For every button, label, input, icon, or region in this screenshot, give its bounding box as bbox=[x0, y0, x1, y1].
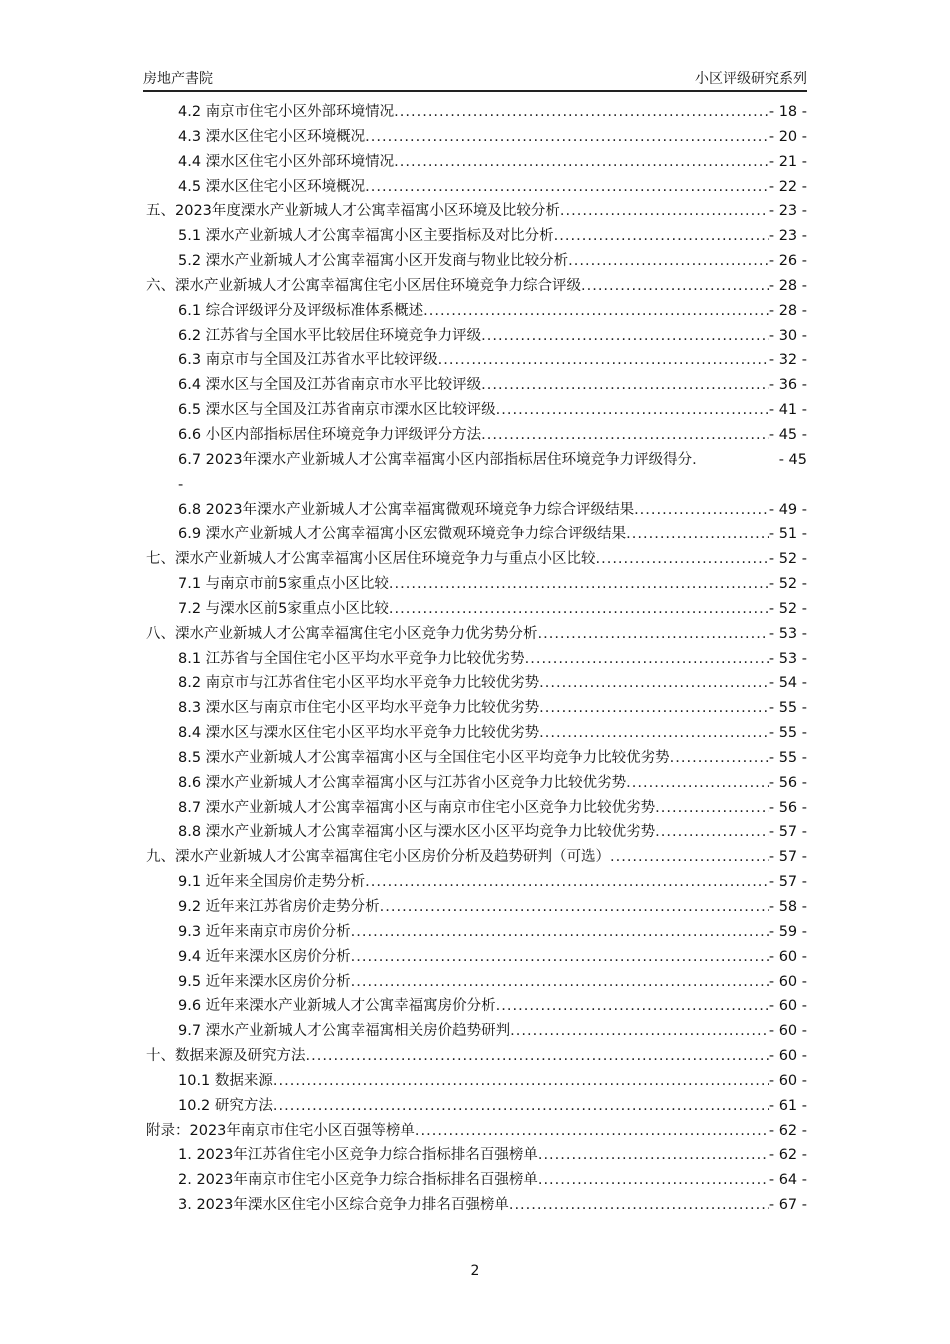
toc-entry-title: 6.2 江苏省与全国水平比较居住环境竞争力评级 bbox=[178, 327, 482, 344]
toc-entry-page: - 18 - bbox=[768, 104, 807, 120]
toc-entry[interactable] bbox=[146, 373, 807, 398]
toc-entry-page: - 58 - bbox=[768, 899, 807, 915]
toc-entry-title: 6.4 溧水区与全国及江苏省南京市水平比较评级 bbox=[178, 377, 482, 394]
toc-entry-title: 九、溧水产业新城人才公寓幸福寓住宅小区房价分析及趋势研判（可选） bbox=[146, 849, 610, 866]
toc-dot-leader bbox=[351, 970, 769, 995]
toc-entry[interactable] bbox=[146, 249, 807, 274]
toc-dot-leader bbox=[670, 746, 769, 771]
toc-entry-title: 4.4 溧水区住宅小区外部环境情况 bbox=[178, 153, 395, 170]
toc-entry-title: 5.1 溧水产业新城人才公寓幸福寓小区主要指标及对比分析 bbox=[178, 228, 554, 245]
toc-entry-title: 4.3 溧水区住宅小区环境概况 bbox=[178, 128, 366, 145]
toc-entry-title: 10.1 数据来源 bbox=[178, 1072, 273, 1089]
toc-entry[interactable] bbox=[146, 895, 807, 920]
toc-dot-leader bbox=[560, 199, 769, 224]
toc-entry[interactable] bbox=[146, 970, 807, 995]
toc-entry[interactable] bbox=[146, 1119, 807, 1144]
toc-entry-title: 8.6 溧水产业新城人才公寓幸福寓小区与江苏省小区竞争力比较优劣势 bbox=[178, 774, 627, 791]
toc-entry-title: 8.4 溧水区与溧水区住宅小区平均水平竞争力比较优劣势 bbox=[178, 725, 540, 742]
toc-entry[interactable] bbox=[146, 224, 807, 249]
toc-entry[interactable] bbox=[146, 100, 807, 125]
toc-entry-page: - 67 - bbox=[768, 1197, 807, 1214]
toc-entry-title: 8.7 溧水产业新城人才公寓幸福寓小区与南京市住宅小区竞争力比较优劣势 bbox=[178, 799, 656, 816]
toc-entry-page: - 45 bbox=[778, 451, 807, 468]
toc-entry[interactable] bbox=[146, 547, 807, 572]
toc-entry-page: - 52 - bbox=[768, 551, 807, 568]
toc-entry-page: - 28 - bbox=[768, 277, 807, 294]
toc-dot-leader bbox=[394, 100, 769, 125]
toc-dot-leader bbox=[351, 945, 769, 970]
toc-entry[interactable] bbox=[146, 647, 807, 672]
toc-dot-leader bbox=[539, 696, 769, 721]
toc-entry[interactable] bbox=[146, 597, 807, 622]
toc-entry-page: - 64 - bbox=[768, 1172, 807, 1189]
toc-dot-leader bbox=[626, 771, 769, 796]
toc-dot-leader bbox=[510, 1019, 769, 1044]
toc-dot-leader bbox=[438, 348, 769, 373]
toc-entry[interactable] bbox=[146, 771, 807, 796]
toc-entry-page: - 30 - bbox=[768, 327, 807, 344]
toc-dot-leader bbox=[496, 994, 769, 1019]
toc-dot-leader bbox=[351, 920, 769, 945]
toc-entry[interactable] bbox=[146, 820, 807, 845]
toc-entry-page: - 32 - bbox=[768, 352, 807, 369]
toc-dot-leader bbox=[496, 398, 769, 423]
toc-entry-title: 八、溧水产业新城人才公寓幸福寓住宅小区竞争力优劣势分析 bbox=[146, 625, 538, 642]
toc-dot-leader bbox=[365, 175, 769, 200]
toc-entry[interactable] bbox=[146, 994, 807, 1019]
toc-entry-title: 6.9 溧水产业新城人才公寓幸福寓小区宏微观环境竞争力综合评级结果 bbox=[178, 526, 627, 543]
toc-entry-title: 9.5 近年来溧水区房价分析 bbox=[178, 973, 351, 990]
toc-entry-page: - 45 - bbox=[768, 426, 807, 443]
toc-entry[interactable] bbox=[146, 522, 807, 547]
toc-entry-page: - 57 - bbox=[768, 824, 807, 841]
toc-entry-page: - 20 - bbox=[768, 128, 807, 145]
toc-entry[interactable] bbox=[146, 175, 807, 200]
toc-entry-title: 3. 2023年溧水区住宅小区综合竞争力排名百强榜单 bbox=[178, 1197, 509, 1214]
toc-dot-leader bbox=[634, 498, 769, 523]
toc-entry[interactable] bbox=[146, 945, 807, 970]
toc-entry-page: - 26 - bbox=[768, 253, 807, 270]
toc-entry-page: - 22 - bbox=[768, 178, 807, 195]
toc-entry[interactable] bbox=[146, 696, 807, 721]
toc-entry[interactable] bbox=[146, 721, 807, 746]
toc-entry[interactable] bbox=[146, 1044, 807, 1069]
toc-entry[interactable] bbox=[146, 845, 807, 870]
toc-entry-title: 8.8 溧水产业新城人才公寓幸福寓小区与溧水区小区平均竞争力比较优劣势 bbox=[178, 824, 656, 841]
toc-dot-leader bbox=[423, 299, 769, 324]
page-header bbox=[143, 66, 807, 92]
toc-entry[interactable] bbox=[146, 150, 807, 175]
toc-entry-page: - 55 - bbox=[768, 725, 807, 742]
toc-entry-page: - 62 - bbox=[768, 1147, 807, 1164]
toc-entry-title: 附录：2023年南京市住宅小区百强等榜单 bbox=[146, 1122, 415, 1139]
toc-entry-title: 9.2 近年来江苏省房价走势分析 bbox=[178, 899, 380, 915]
toc-entry-title: 10.2 研究方法 bbox=[178, 1097, 273, 1114]
toc-dot-leader bbox=[481, 324, 769, 349]
toc-entry-title: 五、2023年度溧水产业新城人才公寓幸福寓小区环境及比较分析 bbox=[146, 203, 560, 220]
toc-dot-leader bbox=[394, 150, 769, 175]
toc-entry-title: 4.2 南京市住宅小区外部环境情况 bbox=[178, 104, 395, 120]
toc-dot-leader bbox=[610, 845, 769, 870]
toc-entry[interactable] bbox=[146, 1069, 807, 1094]
toc-entry[interactable] bbox=[146, 448, 807, 473]
toc-entry-page: - 53 - bbox=[768, 625, 807, 642]
toc-dot-leader bbox=[306, 1044, 769, 1069]
toc-dot-leader bbox=[509, 1193, 769, 1218]
toc-dot-leader bbox=[568, 249, 769, 274]
toc-entry[interactable] bbox=[146, 199, 807, 224]
toc-entry[interactable] bbox=[146, 274, 807, 299]
toc-dot-leader bbox=[538, 1168, 769, 1193]
toc-entry-page: - 60 - bbox=[768, 1072, 807, 1089]
toc-entry[interactable] bbox=[146, 423, 807, 448]
toc-entry[interactable] bbox=[146, 671, 807, 696]
toc-entry-page: - 36 - bbox=[768, 377, 807, 394]
toc-entry-page: - 23 - bbox=[768, 228, 807, 245]
toc-entry[interactable] bbox=[146, 920, 807, 945]
toc-entry-page: - 56 - bbox=[768, 799, 807, 816]
toc-entry-page: - 57 - bbox=[768, 874, 807, 891]
toc-entry-title: 1. 2023年江苏省住宅小区竞争力综合指标排名百强榜单 bbox=[178, 1147, 538, 1164]
toc-dot-leader bbox=[692, 448, 779, 473]
toc-entry[interactable] bbox=[146, 870, 807, 895]
toc-entry-page: - 28 - bbox=[768, 302, 807, 319]
toc-entry[interactable] bbox=[146, 622, 807, 647]
toc-entry-page-wrap: - bbox=[178, 476, 184, 493]
toc-dot-leader bbox=[655, 820, 769, 845]
toc-dot-leader bbox=[581, 274, 769, 299]
toc-entry-page: - 62 - bbox=[768, 1122, 807, 1139]
toc-entry-title: 7.2 与溧水区前5家重点小区比较 bbox=[178, 600, 389, 617]
toc-entry[interactable] bbox=[146, 348, 807, 373]
toc-dot-leader bbox=[538, 622, 769, 647]
toc-entry-page: - 60 - bbox=[768, 948, 807, 965]
toc-entry-page: - 60 - bbox=[768, 1023, 807, 1040]
toc-dot-leader bbox=[596, 547, 769, 572]
toc-entry-title: 8.3 溧水区与南京市住宅小区平均水平竞争力比较优劣势 bbox=[178, 700, 540, 717]
toc-entry-title: 七、溧水产业新城人才公寓幸福寓小区居住环境竞争力与重点小区比较 bbox=[146, 551, 596, 568]
toc-entry-page: - 54 - bbox=[768, 675, 807, 692]
toc-entry-title: 6.3 南京市与全国及江苏省水平比较评级 bbox=[178, 352, 438, 369]
toc-entry-title: 4.5 溧水区住宅小区环境概况 bbox=[178, 178, 366, 195]
toc-entry[interactable] bbox=[146, 1094, 807, 1119]
toc-entry-page: - 23 - bbox=[768, 203, 807, 220]
toc-entry-title: 9.3 近年来南京市房价分析 bbox=[178, 923, 351, 940]
table-of-contents bbox=[146, 100, 807, 1218]
toc-entry-title: 6.7 2023年溧水产业新城人才公寓幸福寓小区内部指标居住环境竞争力评级得分 bbox=[178, 451, 693, 468]
toc-entry-title: 7.1 与南京市前5家重点小区比较 bbox=[178, 576, 389, 593]
toc-entry-title: 9.7 溧水产业新城人才公寓幸福寓相关房价趋势研判 bbox=[178, 1023, 511, 1040]
toc-dot-leader bbox=[525, 647, 769, 672]
toc-entry-page: - 61 - bbox=[768, 1097, 807, 1114]
toc-entry-title: 8.1 江苏省与全国住宅小区平均水平竞争力比较优劣势 bbox=[178, 650, 525, 667]
toc-entry-page: - 49 - bbox=[768, 501, 807, 518]
toc-dot-leader bbox=[273, 1094, 769, 1119]
toc-entry-title: 6.1 综合评级评分及评级标准体系概述 bbox=[178, 302, 424, 319]
toc-dot-leader bbox=[389, 597, 769, 622]
toc-entry-title: 9.6 近年来溧水产业新城人才公寓幸福寓房价分析 bbox=[178, 998, 496, 1015]
toc-dot-leader bbox=[380, 895, 769, 920]
page-number: 2 bbox=[470, 1263, 480, 1279]
toc-entry[interactable] bbox=[146, 125, 807, 150]
toc-entry-page: - 41 - bbox=[768, 402, 807, 419]
toc-entry-page: - 60 - bbox=[768, 998, 807, 1015]
toc-entry[interactable] bbox=[146, 498, 807, 523]
header-right: 小区评级研究系列 bbox=[695, 71, 807, 87]
toc-entry-title: 六、溧水产业新城人才公寓幸福寓住宅小区居住环境竞争力综合评级 bbox=[146, 277, 581, 294]
toc-dot-leader bbox=[415, 1119, 769, 1144]
toc-dot-leader bbox=[626, 522, 769, 547]
toc-entry[interactable] bbox=[146, 299, 807, 324]
toc-entry-page: - 55 - bbox=[768, 749, 807, 766]
toc-entry-page: - 55 - bbox=[768, 700, 807, 717]
toc-dot-leader bbox=[655, 796, 769, 821]
toc-entry-title: 十、数据来源及研究方法 bbox=[146, 1048, 306, 1065]
toc-entry-title: 9.4 近年来溧水区房价分析 bbox=[178, 948, 351, 965]
toc-entry-title: 2. 2023年南京市住宅小区竞争力综合指标排名百强榜单 bbox=[178, 1172, 538, 1189]
toc-entry-title: 6.6 小区内部指标居住环境竞争力评级评分方法 bbox=[178, 426, 482, 443]
toc-entry-page: - 59 - bbox=[768, 923, 807, 940]
toc-dot-leader bbox=[538, 1143, 769, 1168]
toc-entry[interactable] bbox=[146, 1193, 807, 1218]
toc-entry[interactable] bbox=[146, 1168, 807, 1193]
toc-entry[interactable] bbox=[146, 746, 807, 771]
toc-dot-leader bbox=[273, 1069, 769, 1094]
toc-entry-page: - 60 - bbox=[768, 973, 807, 990]
toc-dot-leader bbox=[481, 373, 769, 398]
toc-entry-page: - 52 - bbox=[768, 600, 807, 617]
toc-dot-leader bbox=[365, 870, 769, 895]
toc-dot-leader bbox=[481, 423, 769, 448]
toc-entry-title: 9.1 近年来全国房价走势分析 bbox=[178, 874, 366, 891]
toc-entry-page: - 56 - bbox=[768, 774, 807, 791]
toc-entry[interactable] bbox=[146, 324, 807, 349]
toc-entry-page: - 57 - bbox=[768, 849, 807, 866]
toc-entry[interactable] bbox=[146, 796, 807, 821]
toc-entry-title: 8.2 南京市与江苏省住宅小区平均水平竞争力比较优劣势 bbox=[178, 675, 540, 692]
header-left: 房地产書院 bbox=[143, 71, 213, 87]
toc-entry[interactable] bbox=[146, 1019, 807, 1044]
toc-entry-title: 8.5 溧水产业新城人才公寓幸福寓小区与全国住宅小区平均竞争力比较优劣势 bbox=[178, 749, 670, 766]
toc-dot-leader bbox=[554, 224, 769, 249]
toc-entry[interactable] bbox=[146, 572, 807, 597]
toc-dot-leader bbox=[365, 125, 769, 150]
toc-dot-leader bbox=[539, 671, 769, 696]
toc-entry-page: - 21 - bbox=[768, 153, 807, 170]
toc-entry-page: - 53 - bbox=[768, 650, 807, 667]
toc-entry-title: 6.8 2023年溧水产业新城人才公寓幸福寓微观环境竞争力综合评级结果 bbox=[178, 501, 635, 518]
toc-entry[interactable] bbox=[146, 398, 807, 423]
toc-entry-page: - 52 - bbox=[768, 576, 807, 593]
toc-entry-page: - 60 - bbox=[768, 1048, 807, 1065]
toc-entry-title: 5.2 溧水产业新城人才公寓幸福寓小区开发商与物业比较分析 bbox=[178, 253, 569, 270]
toc-entry[interactable] bbox=[146, 1143, 807, 1168]
toc-entry-page: - 51 - bbox=[768, 526, 807, 543]
toc-entry-title: 6.5 溧水区与全国及江苏省南京市溧水区比较评级 bbox=[178, 402, 496, 419]
toc-dot-leader bbox=[539, 721, 769, 746]
toc-dot-leader bbox=[389, 572, 769, 597]
